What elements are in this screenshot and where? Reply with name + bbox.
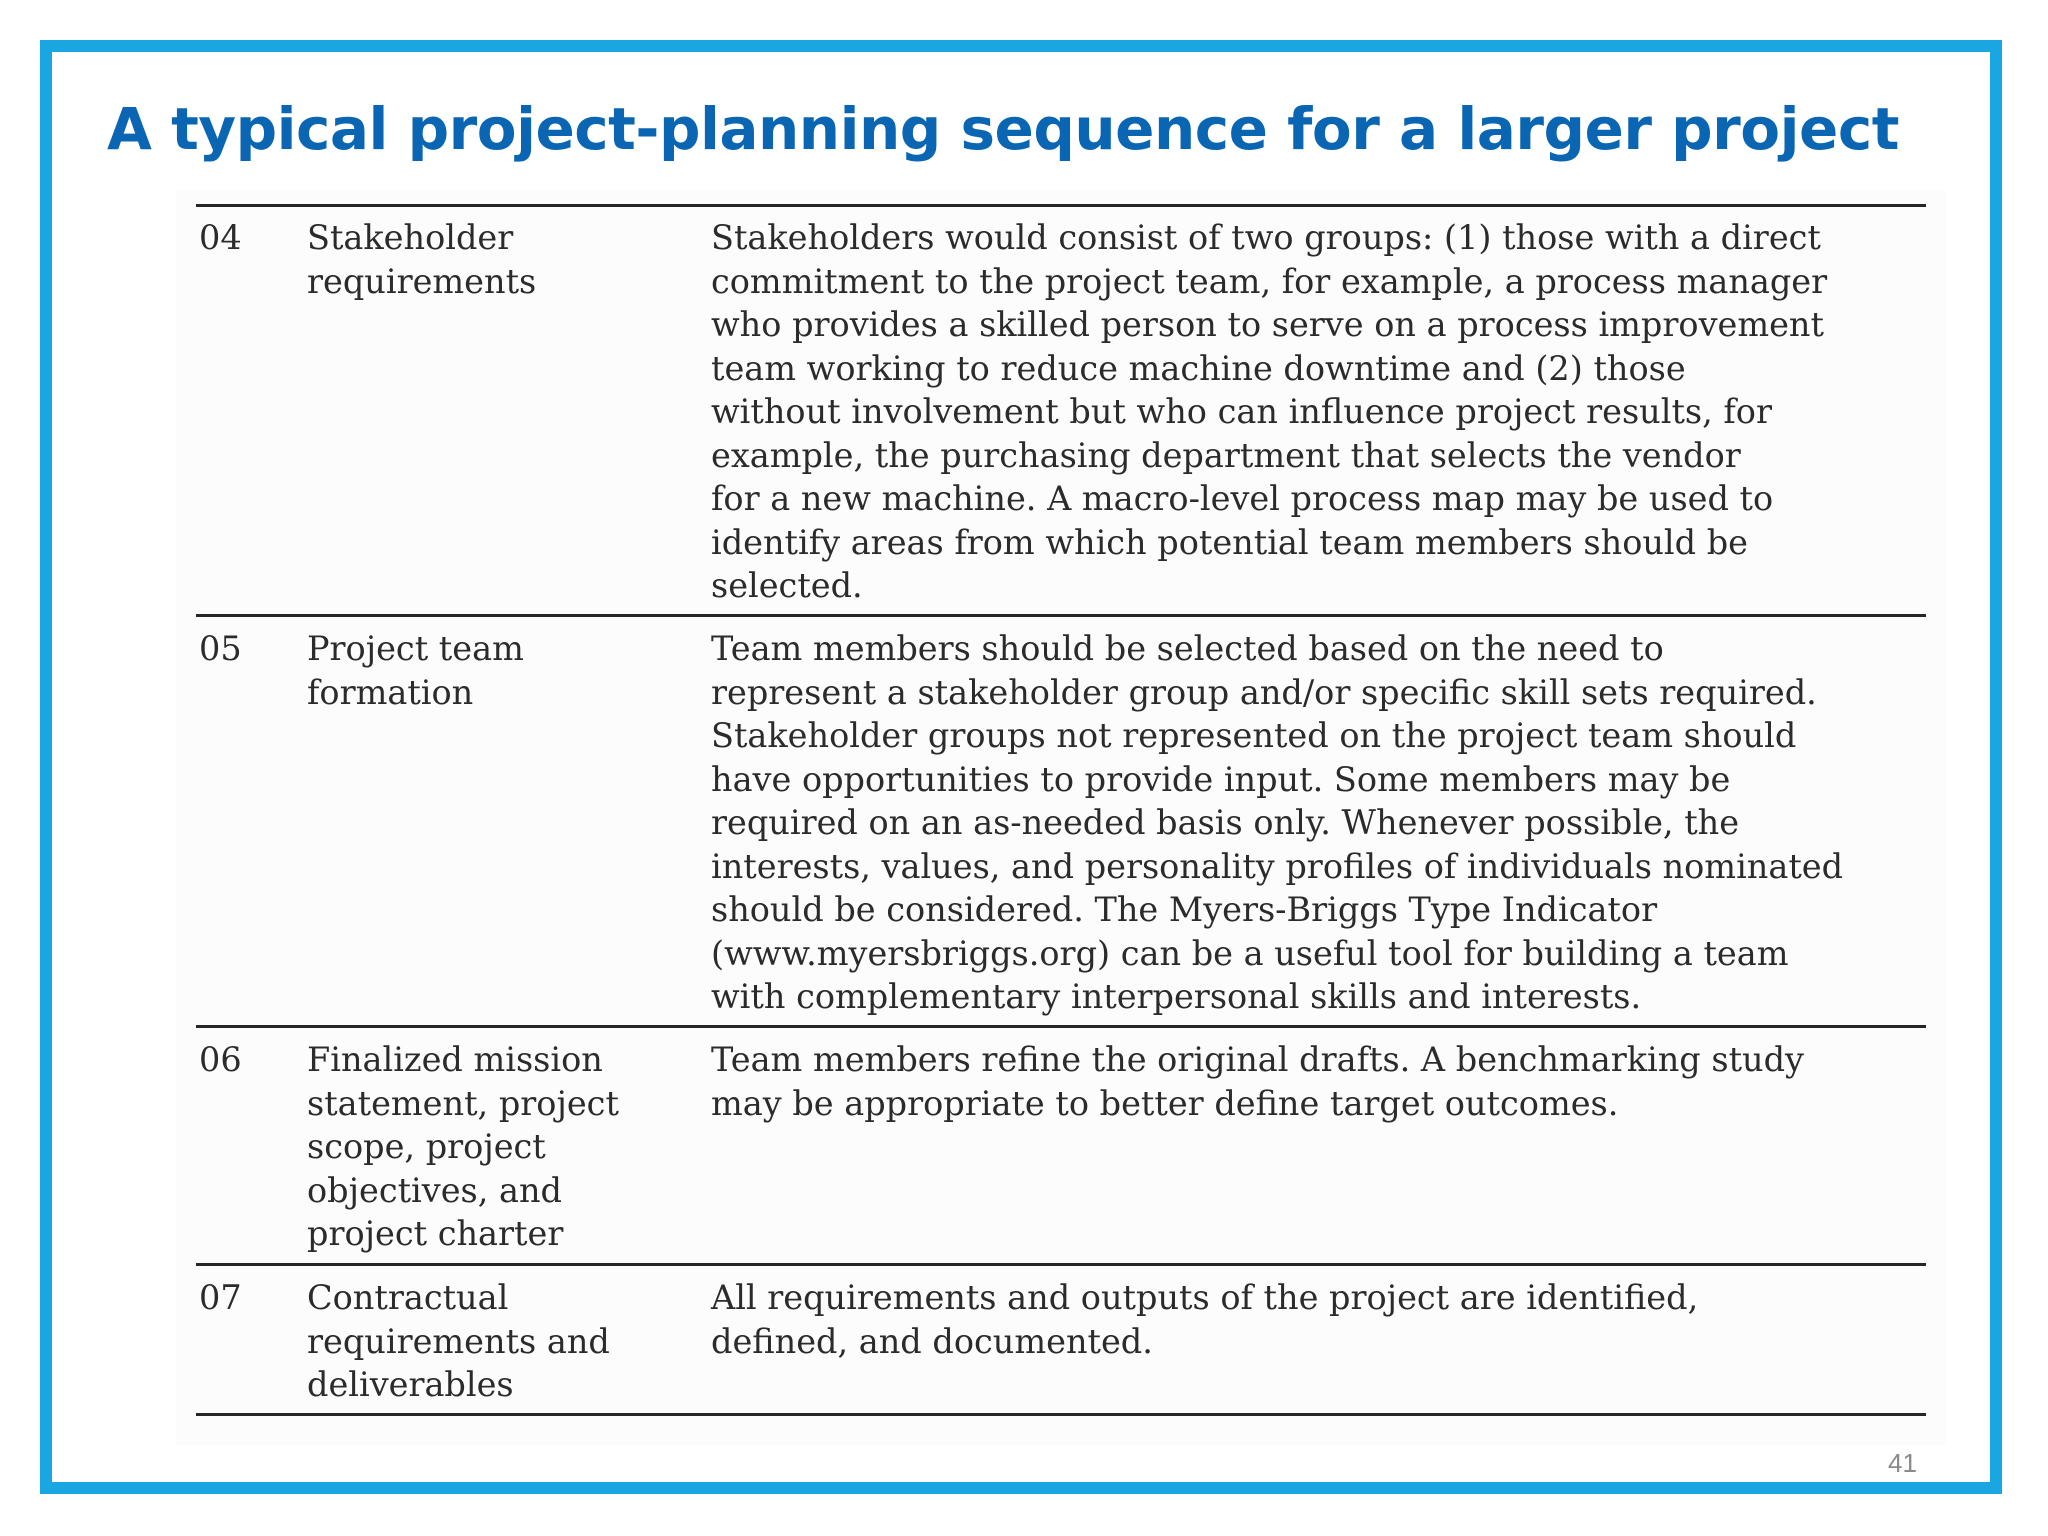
table-rule-row-05-06 (196, 1025, 1926, 1028)
desc-line: interests, values, and personality profiles of individuals nominated (711, 846, 1844, 886)
row-step-label (307, 1038, 677, 1256)
table-rule-bottom (196, 1413, 1926, 1416)
label-line: Stakeholder (307, 218, 514, 257)
page-number: 41 (1888, 1448, 1917, 1478)
label-line: formation (307, 672, 474, 712)
desc-line: Team members refine the original drafts. A benchmarking study (711, 1040, 1804, 1079)
desc-line: defined, and documented. (711, 1321, 1153, 1361)
row-step-label (307, 216, 677, 303)
desc-line: All requirements and outputs of the project are identified, (711, 1278, 1699, 1317)
desc-line: selected. (711, 566, 863, 605)
row-description (711, 1276, 1941, 1363)
row-description (711, 1038, 1941, 1125)
label-line: requirements and (307, 1321, 610, 1361)
desc-line: Stakeholder groups not represented on the project team should (711, 716, 1797, 755)
desc-line: who provides a skilled person to serve on a process improvement (711, 305, 1824, 344)
table-rule-top (196, 204, 1926, 207)
table-rule-row-06-07 (196, 1263, 1926, 1266)
label-line: Finalized mission (307, 1040, 603, 1079)
row-description (711, 216, 1941, 608)
desc-line: with complementary interpersonal skills and interests. (711, 977, 1642, 1016)
desc-line: identify areas from which potential team members should be (711, 522, 1749, 562)
row-number: 05 (199, 629, 242, 668)
desc-line: commitment to the project team, for example, a process manager (711, 261, 1828, 301)
desc-line: without involvement but who can influence project results, for (711, 392, 1772, 431)
row-step-label (307, 627, 677, 714)
row-description (711, 627, 1941, 1019)
row-number: 04 (199, 218, 242, 257)
label-line: deliverables (307, 1365, 514, 1404)
desc-line: should be considered. The Myers-Briggs Type Indicator (711, 890, 1658, 929)
label-line: requirements (307, 261, 537, 301)
label-line: Project team (307, 629, 524, 668)
desc-line: (www.myersbriggs.org) can be a useful tool for building a team (711, 933, 1789, 973)
label-line: scope, project (307, 1127, 546, 1166)
desc-line: for a new machine. A macro-level process map may be used to (711, 479, 1774, 518)
slide-title: A typical project-planning sequence for a larger project (107, 95, 1899, 163)
desc-line: required on an as-needed basis only. Whenever possible, the (711, 803, 1740, 842)
table-rule-row-04-05 (196, 614, 1926, 617)
row-number: 06 (199, 1040, 242, 1079)
desc-line: have opportunities to provide input. Some members may be (711, 759, 1731, 799)
desc-line: represent a stakeholder group and/or specific skill sets required. (711, 672, 1817, 712)
desc-line: example, the purchasing department that selects the vendor (711, 435, 1741, 475)
label-line: statement, project (307, 1083, 619, 1123)
desc-line: Team members should be selected based on the need to (711, 629, 1664, 668)
label-line: project charter (307, 1214, 564, 1253)
row-number: 07 (199, 1278, 242, 1317)
label-line: Contractual (307, 1278, 509, 1317)
desc-line: team working to reduce machine downtime and (2) those (711, 348, 1686, 388)
desc-line: may be appropriate to better define target outcomes. (711, 1083, 1619, 1123)
desc-line: Stakeholders would consist of two groups: (1) those with a direct (711, 218, 1821, 257)
label-line: objectives, and (307, 1170, 562, 1210)
row-step-label (307, 1276, 677, 1407)
